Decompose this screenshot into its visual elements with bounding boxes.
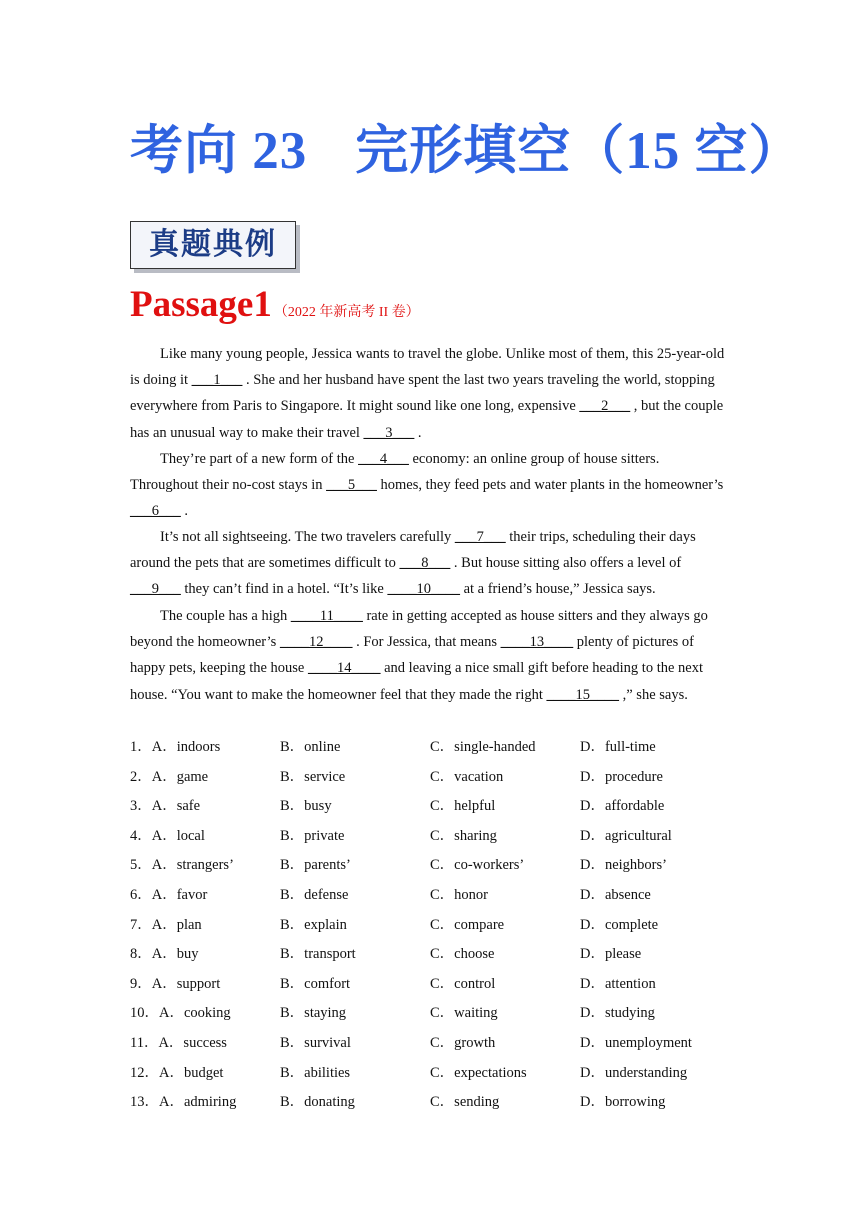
paragraph-3 — [130, 524, 730, 603]
option-c: C．sending — [430, 1094, 500, 1111]
option-b: B．busy — [280, 798, 332, 815]
option-b: B．service — [280, 768, 346, 785]
option-c: C．helpful — [430, 798, 496, 815]
paragraph-text: , but the couple has an unusual way to make their travel — [130, 398, 724, 441]
option-b: B．parents’ — [280, 857, 351, 874]
option-row — [130, 941, 750, 971]
blank-8: ___8___ — [399, 555, 451, 572]
option-a: 10．A．cooking — [130, 1005, 231, 1022]
option-row — [130, 1089, 750, 1119]
option-b: B．defense — [280, 886, 349, 903]
page-title — [130, 108, 803, 184]
paragraph-text: economy: an online group of house sitters. Throughout their no-cost stays in — [130, 451, 660, 494]
title-subject: 完形填空（15 空） — [355, 122, 803, 180]
option-a: 7．A．plan — [130, 916, 202, 933]
option-c: C．co-workers’ — [430, 857, 525, 874]
option-b: B．staying — [280, 1005, 347, 1022]
option-row — [130, 882, 750, 912]
blank-2: ___2___ — [579, 398, 631, 415]
blank-4: ___4___ — [358, 451, 409, 467]
paragraph-text: . But house sitting also offers a level of — [450, 555, 682, 572]
option-row — [130, 764, 750, 794]
paragraph-text: homes, they feed pets and water plants in the homeowner’s — [376, 477, 724, 494]
paragraph-text: . — [414, 424, 422, 441]
paragraph-4 — [130, 603, 730, 708]
paragraph-text: and leaving a nice small gift before heading to the next house. “You want to make the homeowner feel that they made the right — [130, 660, 704, 703]
paragraph-text: Like many young people, Jessica wants to travel the globe. Unlike most of them, this 25-year-old is doing it — [130, 346, 725, 389]
paragraph-text: they can’t find in a hotel. “It’s like — [180, 581, 388, 598]
blank-9: ___9___ — [130, 581, 181, 598]
section-badge: 真题典例 — [130, 221, 296, 269]
options-list — [130, 734, 750, 1119]
option-c: C．growth — [430, 1034, 496, 1051]
blank-15: ____15____ — [546, 686, 619, 703]
option-d: D．agricultural — [580, 827, 672, 844]
option-a: 1．A．indoors — [130, 739, 221, 755]
option-b: B．abilities — [280, 1064, 351, 1081]
option-b: B．transport — [280, 946, 356, 963]
option-c: C．expectations — [430, 1064, 527, 1081]
option-a: 12．A．budget — [130, 1064, 224, 1081]
option-c: C．compare — [430, 916, 505, 933]
paragraph-2 — [130, 446, 730, 525]
blank-6: ___6___ — [130, 503, 181, 520]
option-d: D．full-time — [580, 739, 656, 755]
option-a: 11．A．success — [130, 1034, 227, 1051]
option-a: 8．A．buy — [130, 946, 199, 963]
paragraph-text: It’s not all sightseeing. The two travelers carefully — [160, 529, 455, 545]
option-row — [130, 734, 750, 764]
option-d: D．neighbors’ — [580, 857, 667, 874]
blank-14: ____14____ — [308, 660, 381, 677]
blank-12: ____12____ — [279, 634, 353, 651]
title-topic: 考向 23 — [130, 122, 308, 180]
option-d: D．unemployment — [580, 1034, 692, 1051]
option-a: 13．A．admiring — [130, 1094, 237, 1111]
option-a: 6．A．favor — [130, 886, 208, 903]
paragraph-text: ,” she says. — [619, 686, 688, 703]
option-d: D．borrowing — [580, 1094, 666, 1111]
paragraph-text: . For Jessica, that means — [352, 634, 501, 651]
passage-heading — [130, 283, 420, 326]
paragraph-text: at a friend’s house,” Jessica says. — [459, 581, 656, 598]
paragraph-text: The couple has a high — [160, 608, 291, 624]
blank-13: ____13____ — [500, 634, 574, 651]
option-a: 3．A．safe — [130, 798, 201, 815]
option-d: D．attention — [580, 975, 656, 992]
option-d: D．understanding — [580, 1064, 688, 1081]
option-c: C．control — [430, 975, 496, 992]
paragraph-1 — [130, 341, 730, 446]
paragraph-text: their trips, scheduling their days around the pets that are sometimes difficult to — [130, 529, 696, 572]
option-d: D．affordable — [580, 798, 665, 815]
blank-7: ___7___ — [454, 529, 506, 545]
paragraph-text: plenty of pictures of happy pets, keeping the house — [130, 634, 694, 677]
option-b: B．online — [280, 739, 341, 755]
option-row — [130, 1060, 750, 1090]
option-a: 9．A．support — [130, 975, 221, 992]
blank-3: ___3___ — [363, 424, 415, 441]
option-b: B．survival — [280, 1034, 351, 1051]
option-c: C．single-handed — [430, 739, 536, 755]
paragraph-text: rate in getting accepted as house sitters and they always go beyond the homeowner’s — [130, 608, 708, 651]
option-row — [130, 793, 750, 823]
blank-11: ____11____ — [290, 608, 363, 624]
option-d: D．absence — [580, 886, 651, 903]
paragraph-text: . She and her husband have spent the last two years traveling the world, stopping everywhere from Paris to Singapore. It might sound like one long, expensive — [130, 372, 715, 415]
option-b: B．comfort — [280, 975, 351, 992]
option-row — [130, 1030, 750, 1060]
blank-1: ___1___ — [191, 372, 243, 389]
option-b: B．private — [280, 827, 345, 844]
option-row — [130, 912, 750, 942]
option-c: C．vacation — [430, 768, 504, 785]
option-d: D．studying — [580, 1005, 655, 1022]
option-a: 5．A．strangers’ — [130, 857, 234, 874]
option-row — [130, 852, 750, 882]
passage-name: Passage1 — [130, 284, 272, 325]
paragraph-text: . — [180, 503, 188, 520]
blank-10: ____10____ — [387, 581, 460, 598]
option-d: D．complete — [580, 916, 659, 933]
paragraph-text: They’re part of a new form of the — [160, 451, 359, 467]
option-c: C．waiting — [430, 1005, 498, 1022]
option-row — [130, 971, 750, 1001]
option-d: D．procedure — [580, 768, 663, 785]
option-b: B．explain — [280, 916, 347, 933]
option-row — [130, 823, 750, 853]
option-a: 4．A．local — [130, 827, 205, 844]
option-c: C．choose — [430, 946, 495, 963]
option-row — [130, 1000, 750, 1030]
option-c: C．honor — [430, 886, 488, 903]
option-b: B．donating — [280, 1094, 355, 1111]
blank-5: ___5___ — [326, 477, 377, 494]
passage-source: （2022 年新高考 II 卷） — [273, 305, 420, 320]
option-a: 2．A．game — [130, 768, 209, 785]
option-d: D．please — [580, 946, 642, 963]
option-c: C．sharing — [430, 827, 497, 844]
